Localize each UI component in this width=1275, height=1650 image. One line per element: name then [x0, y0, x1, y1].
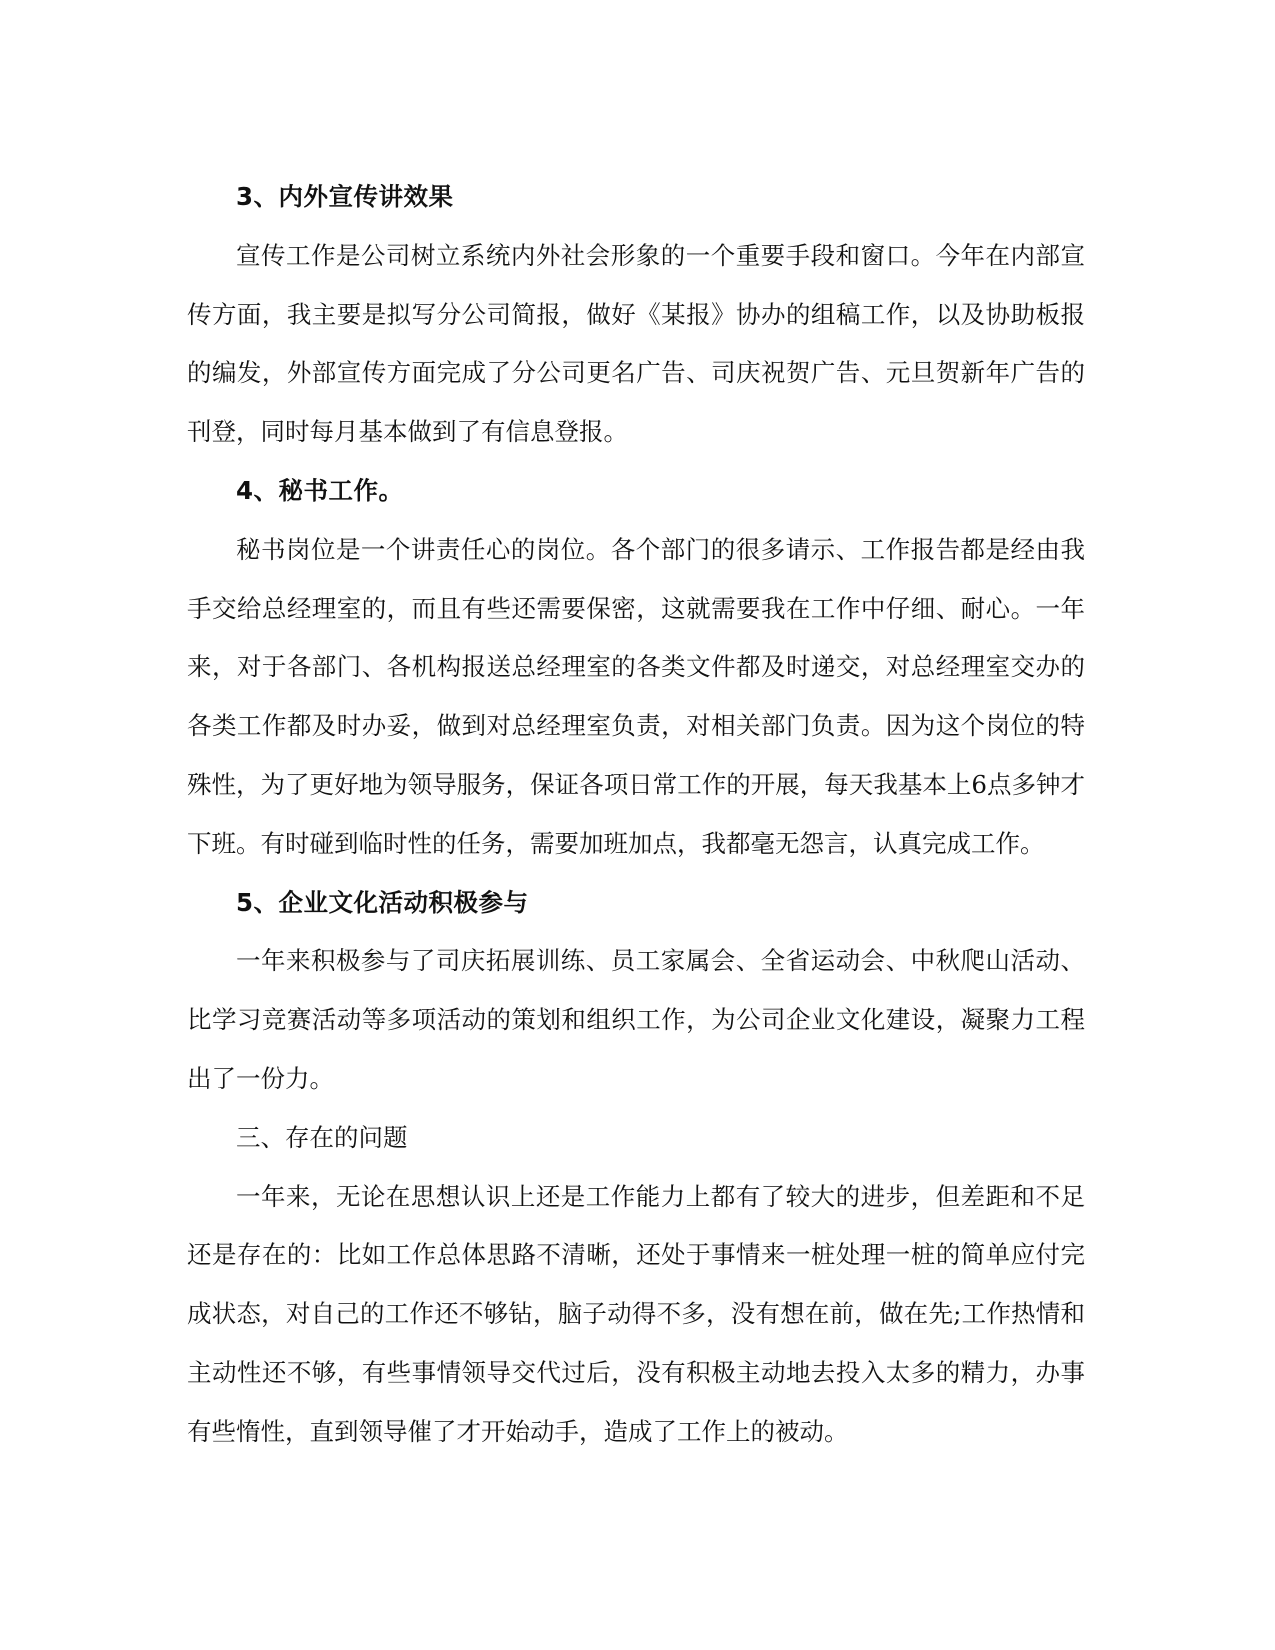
section-problems: 三、存在的问题 — [236, 1122, 408, 1152]
heading-3: 3、内外宣传讲效果 — [236, 182, 454, 211]
paragraph-publicity: 宣传工作是公司树立系统内外社会形象的一个重要手段和窗口。今年在内部宣传方面，我主要是拟写分公司简报，做好《某报》协办的组稿工作，以及协助板报的编发，外部宣传方面完成了分公司更名广告、司庆祝贺广告、元旦贺新年广告的刊登，同时每月基本做到了有信息登报。 — [187, 240, 1085, 447]
heading-5: 5、企业文化活动积极参与 — [236, 887, 529, 917]
heading-4: 4、秘书工作。 — [236, 475, 404, 505]
paragraph-secretary: 秘书岗位是一个讲责任心的岗位。各个部门的很多请示、工作报告都是经由我手交给总经理室的，而且有些还需要保密，这就需要我在工作中仔细、耐心。一年来，对于各部门、各机构报送总经理室的各类文件都及时递交，对总经理室交办的各类工作都及时办妥，做到对总经理室负责，对相关部门负责。因为这个岗位的特殊性，为了更好地为领导服务，保证各项日常工作的开展，每天我基本上6点多钟才下班。有时碰到临时性的任务，需要加班加点，我都毫无怨言，认真完成工作。 — [187, 534, 1085, 858]
document-body — [187, 168, 1085, 1462]
paragraph-culture: 一年来积极参与了司庆拓展训练、员工家属会、全省运动会、中秋爬山活动、比学习竞赛活动等多项活动的策划和组织工作，为公司企业文化建设，凝聚力工程出了一份力。 — [187, 946, 1085, 1093]
paragraph-problems: 一年来，无论在思想认识上还是工作能力上都有了较大的进步，但差距和不足还是存在的：比如工作总体思路不清晰，还处于事情来一桩处理一桩的简单应付完成状态，对自己的工作还不够钻，脑子动得不多，没有想在前，做在先;工作热情和主动性还不够，有些事情领导交代过后，没有积极主动地去投入太多的精力，办事有些惰性，直到领导催了才开始动手，造成了工作上的被动。 — [187, 1181, 1085, 1446]
